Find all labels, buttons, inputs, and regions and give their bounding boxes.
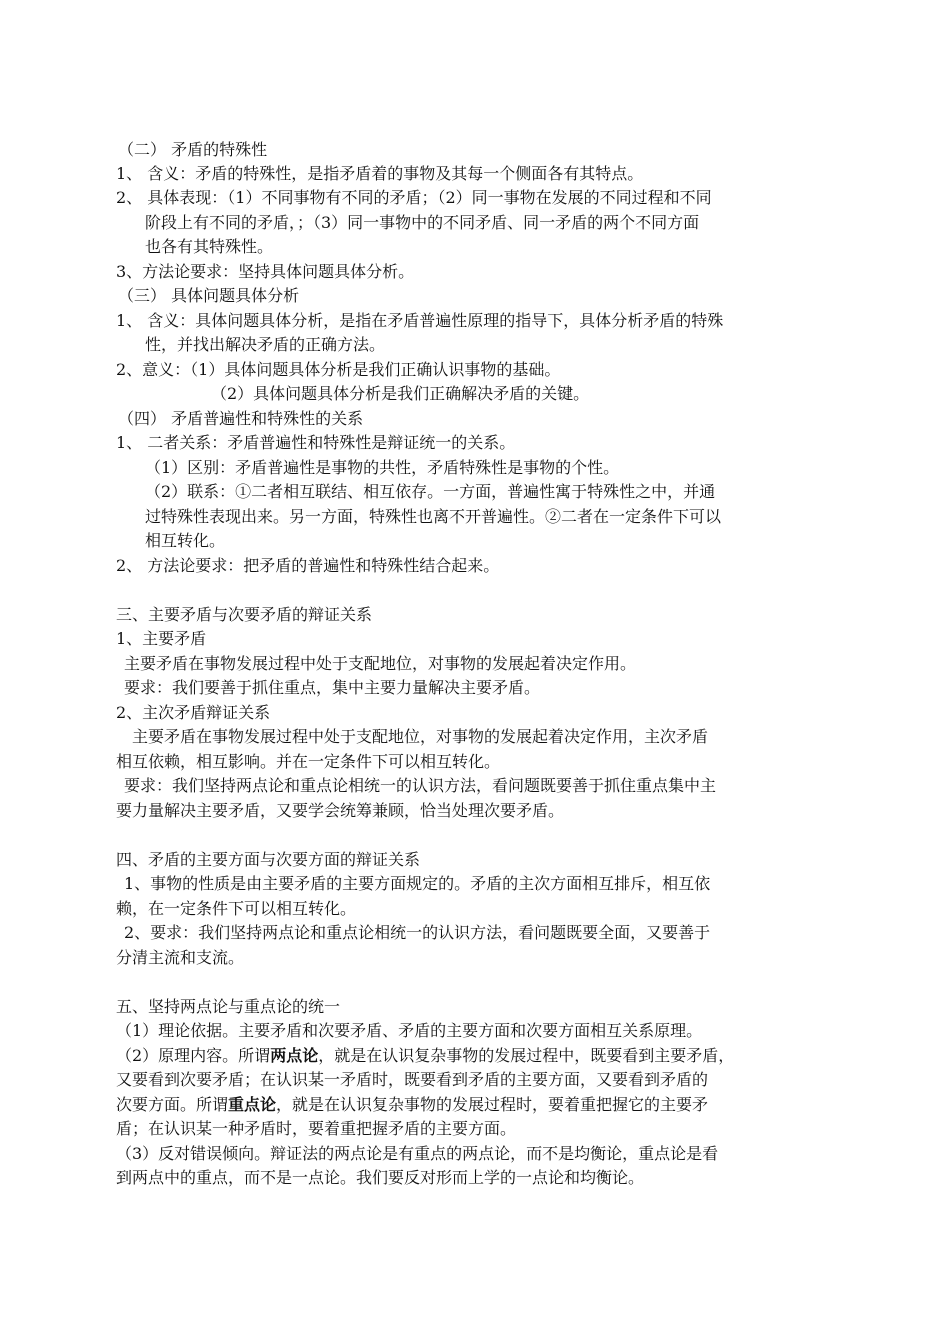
section-heading: （四） 矛盾普遍性和特殊性的关系 xyxy=(118,409,364,428)
paragraph-line: 也各有其特殊性。 xyxy=(145,237,274,256)
paragraph-line: 分清主流和支流。 xyxy=(116,948,245,967)
paragraph-line: 盾；在认识某一种矛盾时，要着重把握矛盾的主要方面。 xyxy=(116,1119,517,1138)
paragraph-line: 主要矛盾在事物发展过程中处于支配地位，对事物的发展起着决定作用。 xyxy=(124,654,637,673)
sub-heading: 2、主次矛盾辩证关系 xyxy=(116,703,271,722)
paragraph-line: 又要看到次要矛盾；在认识某一矛盾时，既要看到矛盾的主要方面，又要看到矛盾的 xyxy=(116,1070,709,1089)
section-heading: 五、坚持两点论与重点论的统一 xyxy=(116,997,341,1016)
paragraph-line: 2、 具体表现：（1）不同事物有不同的矛盾；（2）同一事物在发展的不同过程和不同 xyxy=(116,188,712,207)
paragraph-line: 性，并找出解决矛盾的正确方法。 xyxy=(145,335,386,354)
paragraph-line xyxy=(116,1045,734,1067)
paragraph-line: （1）理论依据。主要矛盾和次要矛盾、矛盾的主要方面和次要方面相互关系原理。 xyxy=(116,1021,703,1040)
paragraph-line: 2、 方法论要求：把矛盾的普遍性和特殊性结合起来。 xyxy=(116,556,500,575)
section-heading: （二） 矛盾的特殊性 xyxy=(118,140,268,159)
key-term: 重点论 xyxy=(228,1095,277,1114)
paragraph-line: （2）联系：①二者相互联结、相互依存。一方面，普遍性寓于特殊性之中，并通 xyxy=(145,482,716,501)
paragraph-line: （3）反对错误倾向。辩证法的两点论是有重点的两点论，而不是均衡论，重点论是看 xyxy=(116,1144,719,1163)
paragraph-line: 相互转化。 xyxy=(145,531,226,550)
paragraph-line: 1、 二者关系：矛盾普遍性和特殊性是辩证统一的关系。 xyxy=(116,433,516,452)
paragraph-line: 要求：我们要善于抓住重点，集中主要力量解决主要矛盾。 xyxy=(124,678,541,697)
text-run: （2）原理内容。所谓 xyxy=(116,1046,271,1065)
paragraph-line xyxy=(116,1094,708,1116)
text-run: 次要方面。所谓 xyxy=(116,1095,229,1114)
paragraph-line: 要求：我们坚持两点论和重点论相统一的认识方法，看问题既要善于抓住重点集中主 xyxy=(124,776,717,795)
paragraph-line: 要力量解决主要矛盾，又要学会统筹兼顾，恰当处理次要矛盾。 xyxy=(116,801,565,820)
paragraph-line: 1、 含义：矛盾的特殊性，是指矛盾着的事物及其每一个侧面各有其特点。 xyxy=(116,164,644,183)
paragraph-line: （2）具体问题具体分析是我们正确解决矛盾的关键。 xyxy=(211,384,590,403)
paragraph-line: 阶段上有不同的矛盾，；（3）同一事物中的不同矛盾、同一矛盾的两个不同方面 xyxy=(145,213,700,232)
paragraph-line: 到两点中的重点，而不是一点论。我们要反对形而上学的一点论和均衡论。 xyxy=(116,1168,645,1187)
paragraph-line: 赖，在一定条件下可以相互转化。 xyxy=(116,899,357,918)
paragraph-line: 3、方法论要求：坚持具体问题具体分析。 xyxy=(116,262,415,281)
paragraph-line: 1、事物的性质是由主要矛盾的主要方面规定的。矛盾的主次方面相互排斥，相互依 xyxy=(124,874,711,893)
section-heading: （三） 具体问题具体分析 xyxy=(118,286,300,305)
paragraph-line: 相互依赖，相互影响。并在一定条件下可以相互转化。 xyxy=(116,752,501,771)
paragraph-line: 1、 含义：具体问题具体分析，是指在矛盾普遍性原理的指导下，具体分析矛盾的特殊 xyxy=(116,311,724,330)
text-run: ，就是在认识复杂事物的发展过程中，既要看到主要矛盾， xyxy=(318,1046,735,1065)
paragraph-line: 2、要求：我们坚持两点论和重点论相统一的认识方法，看问题既要全面，又要善于 xyxy=(124,923,711,942)
paragraph-line: 2、意义：（1）具体问题具体分析是我们正确认识事物的基础。 xyxy=(116,360,561,379)
section-heading: 三、主要矛盾与次要矛盾的辩证关系 xyxy=(116,605,373,624)
paragraph-line: 过特殊性表现出来。另一方面，特殊性也离不开普遍性。②二者在一定条件下可以 xyxy=(145,507,722,526)
paragraph-line: （1）区别：矛盾普遍性是事物的共性，矛盾特殊性是事物的个性。 xyxy=(145,458,620,477)
paragraph-line: 主要矛盾在事物发展过程中处于支配地位，对事物的发展起着决定作用，主次矛盾 xyxy=(132,727,709,746)
text-run: ，就是在认识复杂事物的发展过程时，要着重把握它的主要矛 xyxy=(276,1095,709,1114)
section-heading: 四、矛盾的主要方面与次要方面的辩证关系 xyxy=(116,850,421,869)
sub-heading: 1、主要矛盾 xyxy=(116,629,207,648)
key-term: 两点论 xyxy=(270,1046,319,1065)
